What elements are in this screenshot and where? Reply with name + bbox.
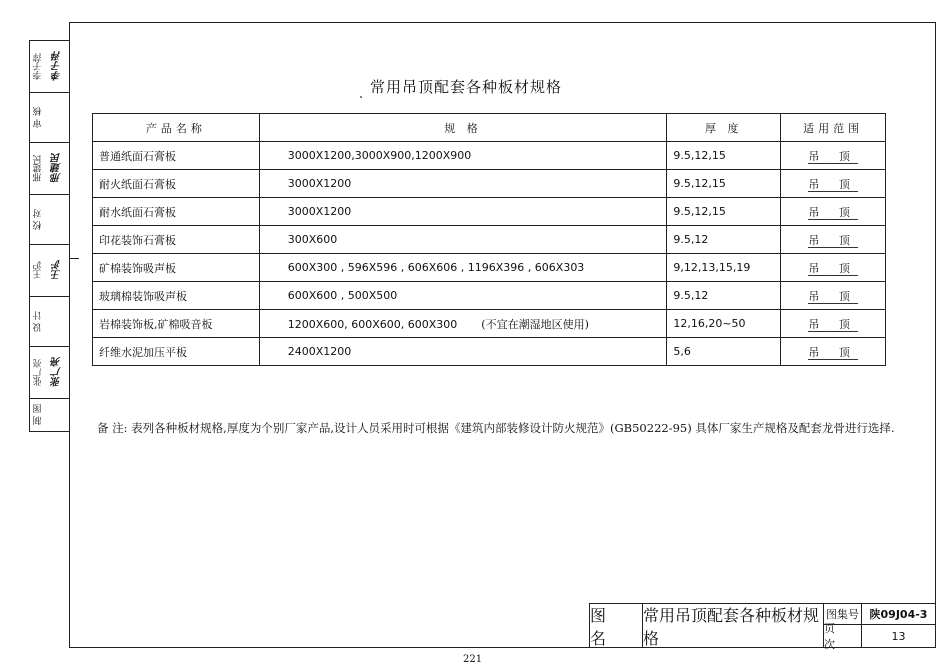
cell-thickness: 9.5,12,15: [667, 170, 781, 198]
footnote: 备 注: 表列各种板材规格,厚度为个别厂家产品,设计人员采用时可根据《建筑内部装修设计防火规范》(GB50222-95) 具体厂家生产规格及配套龙骨进行选择.: [97, 421, 895, 435]
atlas-value: 陕09J04-3: [862, 604, 935, 625]
approval-cell: [30, 41, 69, 93]
approval-role: 王沪: [33, 261, 44, 280]
usage-text: 吊 顶: [808, 345, 858, 359]
cell-thickness: 12,16,20~50: [667, 310, 781, 338]
approval-signature: 张广亮: [52, 357, 63, 388]
spec-note: (不宜在潮湿地区使用): [481, 317, 589, 331]
strip-tick: [69, 258, 79, 259]
approval-cell: [30, 399, 69, 432]
table-row: [93, 310, 886, 338]
cell-thickness: 9.5,12: [667, 282, 781, 310]
approval-role: 制 图: [33, 404, 44, 426]
cell-usage: [781, 198, 886, 226]
cell-product-name: 印花装饰石膏板: [93, 226, 260, 254]
approval-role: 邢建民: [33, 155, 44, 182]
table-row: [93, 338, 886, 366]
table-header-row: [93, 114, 886, 142]
title-block-label: 图 名: [590, 604, 643, 647]
page-title: 常用吊顶配套各种板材规格: [370, 78, 563, 96]
approval-signature: [46, 93, 69, 142]
approval-cell: [30, 93, 69, 143]
cell-thickness: 9,12,13,15,19: [667, 254, 781, 282]
usage-text: 吊 顶: [808, 233, 858, 247]
usage-text: 吊 顶: [808, 205, 858, 219]
cell-thickness: 5,6: [667, 338, 781, 366]
cell-usage: [781, 254, 886, 282]
cell-spec: [259, 170, 667, 198]
atlas-label: 图集号: [824, 604, 862, 625]
approval-strip: [29, 40, 69, 432]
spec-text: 600X600 , 500X500: [287, 289, 398, 302]
dot-mark: [360, 96, 362, 98]
spec-text: 1200X600, 600X600, 600X300: [287, 317, 458, 331]
cell-usage: [781, 310, 886, 338]
spec-table: [92, 113, 886, 366]
page-value: 13: [891, 629, 906, 643]
approval-signature: 邢建民: [52, 153, 63, 184]
header-product-name: 产品名称: [93, 114, 260, 142]
header-thickness: 厚 度: [667, 114, 781, 142]
approval-signature: [46, 195, 69, 244]
cell-thickness: 9.5,12,15: [667, 198, 781, 226]
cell-product-name: 纤维水泥加压平板: [93, 338, 260, 366]
spec-text: 2400X1200: [287, 345, 352, 358]
page-label: 页 次: [824, 625, 862, 647]
cell-usage: [781, 282, 886, 310]
spec-text: 3000X1200: [287, 177, 352, 190]
title-block: [589, 603, 936, 651]
table-row: [93, 198, 886, 226]
approval-cell: [30, 143, 69, 195]
cell-spec: [259, 282, 667, 310]
spec-text: 600X300 , 596X596 , 606X606 , 1196X396 , 606X303: [287, 261, 585, 274]
approval-cell: [30, 297, 69, 347]
cell-product-name: 普通纸面石膏板: [93, 142, 260, 170]
usage-text: 吊 顶: [808, 177, 858, 191]
approval-role: 设 计: [33, 311, 44, 332]
cell-spec: [259, 226, 667, 254]
approval-cell: [30, 195, 69, 245]
usage-text: 吊 顶: [808, 289, 858, 303]
spec-text: 300X600: [287, 233, 338, 246]
cell-spec: [259, 142, 667, 170]
approval-role: 李子萍: [33, 53, 44, 80]
approval-role: 校 对: [33, 209, 44, 230]
header-usage: 适用范围: [781, 114, 886, 142]
approval-signature: [46, 399, 69, 431]
cell-usage: [781, 226, 886, 254]
footer-page-number: 221: [463, 654, 483, 665]
cell-product-name: 玻璃棉装饰吸声板: [93, 282, 260, 310]
cell-product-name: 矿棉装饰吸声板: [93, 254, 260, 282]
approval-role: 张广亮: [33, 359, 44, 386]
cell-usage: [781, 142, 886, 170]
cell-product-name: 耐水纸面石膏板: [93, 198, 260, 226]
cell-usage: [781, 170, 886, 198]
cell-spec: [259, 254, 667, 282]
table-row: [93, 282, 886, 310]
table-row: [93, 142, 886, 170]
approval-signature: [46, 297, 69, 346]
cell-usage: [781, 338, 886, 366]
usage-text: 吊 顶: [808, 317, 858, 331]
cell-product-name: 岩棉装饰板,矿棉吸音板: [93, 310, 260, 338]
cell-spec: [259, 198, 667, 226]
approval-role: 审 核: [33, 107, 44, 128]
cell-spec: [259, 338, 667, 366]
table-row: [93, 170, 886, 198]
table-row: [93, 226, 886, 254]
cell-product-name: 耐火纸面石膏板: [93, 170, 260, 198]
title-block-name: 常用吊顶配套各种板材规格: [643, 604, 824, 647]
cell-thickness: 9.5,12,15: [667, 142, 781, 170]
usage-text: 吊 顶: [808, 261, 858, 275]
spec-text: 3000X1200: [287, 205, 352, 218]
cell-spec: [259, 310, 667, 338]
header-spec: 规 格: [259, 114, 667, 142]
approval-signature: 王沪: [52, 260, 63, 281]
cell-thickness: 9.5,12: [667, 226, 781, 254]
spec-text: 3000X1200,3000X900,1200X900: [287, 149, 472, 162]
approval-cell: [30, 347, 69, 399]
approval-signature: 李子萍: [52, 51, 63, 82]
usage-text: 吊 顶: [808, 149, 858, 163]
approval-cell: [30, 245, 69, 297]
table-row: [93, 254, 886, 282]
